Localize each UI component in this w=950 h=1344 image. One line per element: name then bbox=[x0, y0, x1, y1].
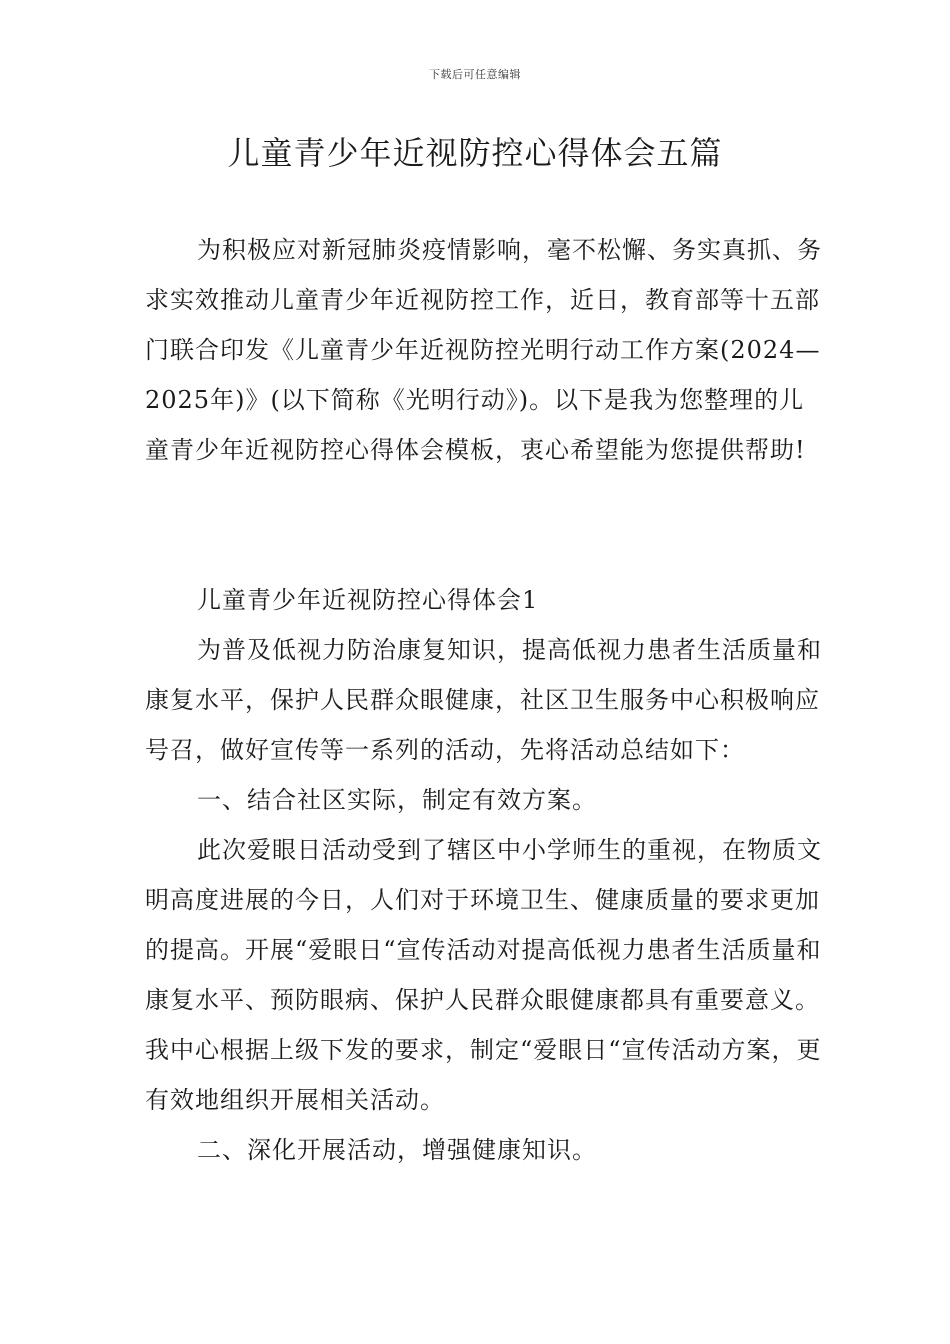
section-heading: 儿童青少年近视防控心得体会1 bbox=[197, 586, 539, 614]
intro-section bbox=[145, 225, 825, 475]
intro-paragraph: 为积极应对新冠肺炎疫情影响，毫不松懈、务实真抓、务求实效推动儿童青少年近视防控工作，近日，教育部等十五部门联合印发《儿童青少年近视防控光明行动工作方案(2024—2025年)》(以下简称《光明行动》)。以下是我为您整理的儿童青少年近视防控心得体会模板，衷心希望能为您提供帮助! bbox=[145, 236, 822, 464]
section-content bbox=[145, 625, 825, 1175]
subheading-paragraph: 二、深化开展活动，增强健康知识。 bbox=[197, 1136, 597, 1164]
subheading-paragraph: 一、结合社区实际，制定有效方案。 bbox=[197, 786, 597, 814]
body-paragraph: 为普及低视力防治康复知识，提高低视力患者生活质量和康复水平，保护人民群众眼健康，社区卫生服务中心积极响应号召，做好宣传等一系列的活动，先将活动总结如下： bbox=[145, 636, 822, 764]
header-note: 下载后可任意编辑 bbox=[429, 68, 521, 81]
document-title: 儿童青少年近视防控心得体会五篇 bbox=[227, 134, 723, 172]
body-paragraph: 此次爱眼日活动受到了辖区中小学师生的重视，在物质文明高度进展的今日，人们对于环境卫生、健康质量的要求更加的提高。开展“爱眼日“宣传活动对提高低视力患者生活质量和康复水平、预防眼病、保护人民群众眼健康都具有重要意义。我中心根据上级下发的要求，制定“爱眼日“宣传活动方案，更有效地组织开展相关活动。 bbox=[145, 836, 822, 1114]
